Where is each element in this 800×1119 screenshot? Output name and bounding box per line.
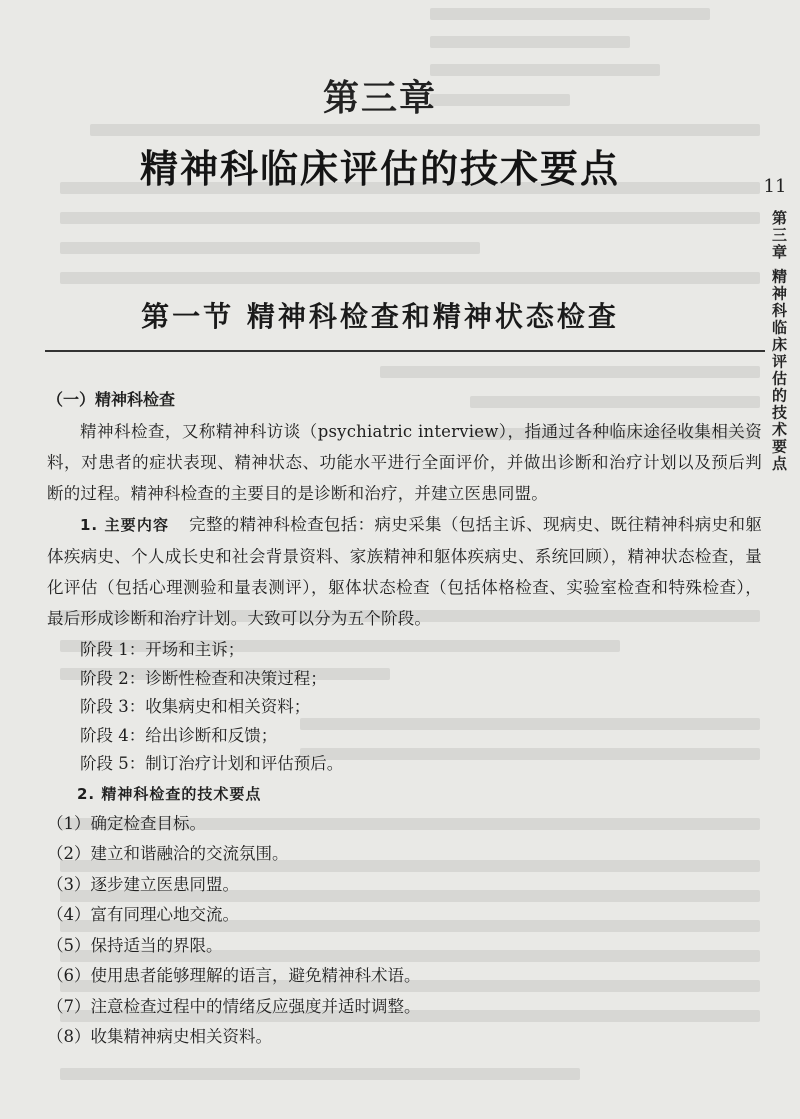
technique-item: （1）确定检查目标。	[47, 813, 206, 833]
technique-item: （7）注意检查过程中的情绪反应强度并适时调整。	[47, 996, 421, 1016]
point1-label: 1. 主要内容	[80, 516, 170, 534]
page-number: 11	[763, 176, 787, 197]
technique-item: （5）保持适当的界限。	[47, 935, 223, 955]
stage-item: 阶段 2：诊断性检查和决策过程；	[80, 668, 327, 688]
intro-paragraph: 精神科检查，又称精神科访谈（psychiatric interview），指通过各种临床途径收集相关资料，对患者的症状表现、精神状态、功能水平进行全面评价，并做出诊断和治疗计划以及预后判断的过程。精神科检查的主要目的是诊断和治疗，并建立医患同盟。	[47, 422, 762, 503]
stage-list	[47, 636, 762, 779]
stage-item: 阶段 3：收集病史和相关资料；	[80, 697, 311, 717]
main-content-paragraph	[47, 509, 762, 634]
body-content	[47, 384, 762, 1053]
technique-item: （4）富有同理心地交流。	[47, 905, 239, 925]
chapter-label: 第三章	[322, 78, 437, 119]
chapter-title: 精神科临床评估的技术要点	[139, 147, 620, 191]
technique-item: （2）建立和谐融洽的交流氛围。	[47, 844, 289, 864]
section-divider	[45, 350, 765, 352]
technique-list	[47, 809, 762, 1053]
running-title: 第三章 精神科临床评估的技术要点	[770, 210, 788, 473]
technique-item: （3）逐步建立医患同盟。	[47, 874, 239, 894]
technique-item: （8）收集精神病史相关资料。	[47, 1027, 272, 1047]
section-title: 第一节 精神科检查和精神状态检查	[141, 300, 619, 333]
stage-item: 阶段 1：开场和主诉；	[80, 640, 245, 659]
point1-text: 完整的精神科检查包括：病史采集（包括主诉、现病史、既往精神科病史和躯体疾病史、个人成长史和社会背景资料、家族精神和躯体疾病史、系统回顾），精神状态检查，量化评估（包括心理测验和量表测评），躯体状态检查（包括体格检查、实验室检查和特殊检查），最后形成诊断和治疗计划。大致可以分为五个阶段。	[47, 515, 762, 628]
subsection-heading: （一）精神科检查	[47, 390, 176, 409]
technique-item: （6）使用患者能够理解的语言，避免精神科术语。	[47, 966, 421, 986]
stage-item: 阶段 5：制订治疗计划和评估预后。	[80, 754, 344, 774]
point2-label: 2. 精神科检查的技术要点	[77, 784, 262, 803]
stage-item: 阶段 4：给出诊断和反馈；	[80, 725, 278, 745]
